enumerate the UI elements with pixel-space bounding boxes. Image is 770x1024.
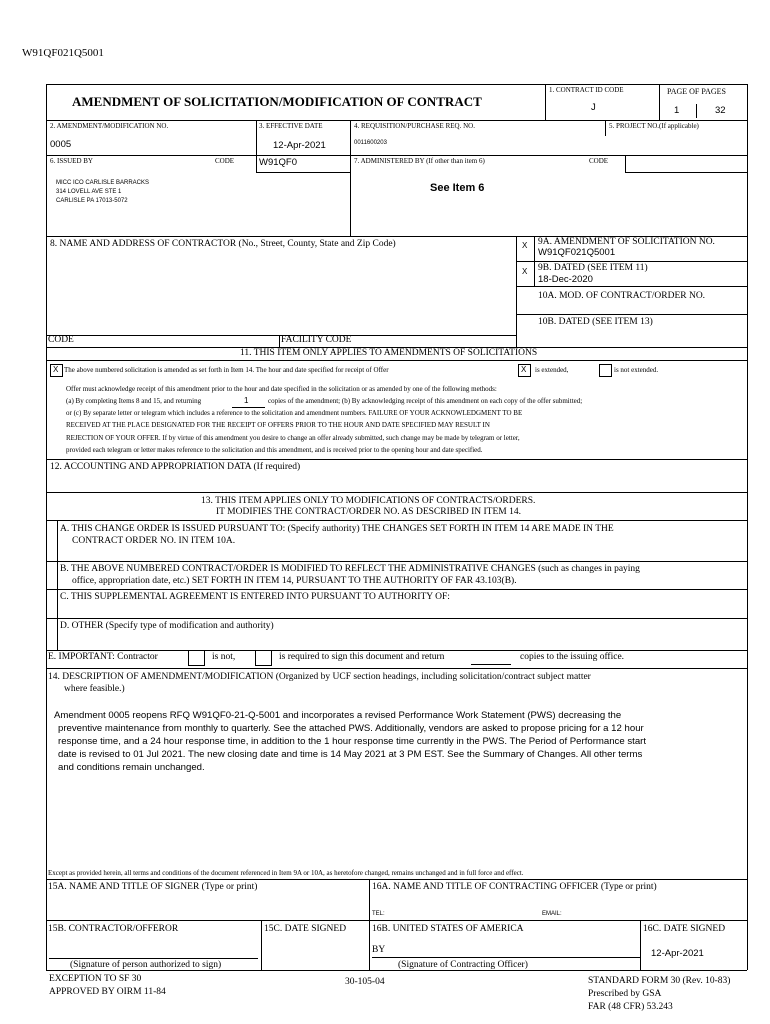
b13-d: D. OTHER (Specify type of modification and authority) (60, 621, 274, 631)
b14-body-1: preventive maintenance from monthly to quarterly. See the attached PWS. Additionally, vendors are asked to propose pricing for a 12 hour (58, 723, 644, 734)
b11-para-a2: copies of the amendment; (b) By acknowledging receipt of this amendment on each copy of the offer submitted; (268, 397, 583, 405)
b11-para-1: or (c) By separate letter or telegram which includes a reference to the solicitation and amendment numbers. FAILURE OF YOUR ACKNOWLEDGMENT TO BE (66, 409, 523, 417)
footer-right-1: STANDARD FORM 30 (Rev. 10-83) (588, 976, 731, 986)
b16c-label: 16C. DATE SIGNED (643, 924, 726, 934)
b12-label: 12. ACCOUNTING AND APPROPRIATION DATA (If required) (50, 462, 301, 472)
page-total: 32 (715, 105, 726, 116)
b11-title: 11. THIS ITEM ONLY APPLIES TO AMENDMENTS OF SOLICITATIONS (240, 348, 538, 358)
issued-by-code: W91QF0 (259, 157, 298, 168)
administered-by: See Item 6 (430, 182, 485, 194)
b14-body-2: response time, and a 24 hour response time, in addition to the 1 hour response time currently in the PWS. The Period of Performance start (58, 736, 647, 747)
b11-para-0: Offer must acknowledge receipt of this amendment prior to the hour and date specified in the solicitation or as amended by one of the following methods: (66, 385, 497, 393)
bE-label: E. IMPORTANT: Contractor (48, 652, 158, 662)
b7-code-label: CODE (589, 157, 609, 165)
bE-is-not: is not, (212, 652, 236, 662)
b15c-label: 15C. DATE SIGNED (264, 924, 347, 934)
b4-label: 4. REQUISITION/PURCHASE REQ. NO. (354, 122, 475, 130)
b11-line1: The above numbered solicitation is amended as set forth in Item 14. The hour and date specified for receipt of Offer (64, 366, 389, 374)
b13-c: C. THIS SUPPLEMENTAL AGREEMENT IS ENTERED INTO PURSUANT TO AUTHORITY OF: (60, 592, 450, 602)
footer-right-3: FAR (48 CFR) 53.243 (588, 1002, 673, 1012)
footer-center: 30-105-04 (345, 977, 385, 987)
9a-check[interactable]: X (522, 241, 528, 250)
not-extended-checkbox[interactable] (599, 364, 612, 377)
b14-body-3: date is revised to 01 Jul 2021. The new closing date and time is 14 May 2021 at 3 PM EST. See the Summary of Changes. All other terms (58, 749, 643, 760)
requisition-no: 0011600203 (354, 140, 387, 146)
b16a-label: 16A. NAME AND TITLE OF CONTRACTING OFFICER (Type or print) (372, 882, 657, 892)
b16b-sig: (Signature of Contracting Officer) (398, 960, 528, 970)
b10a-label: 10A. MOD. OF CONTRACT/ORDER NO. (538, 291, 706, 301)
b13-b-line1: B. THE ABOVE NUMBERED CONTRACT/ORDER IS MODIFIED TO REFLECT THE ADMINISTRATIVE CHANGES (such as changes in paying (60, 564, 640, 574)
b13-title-2: IT MODIFIES THE CONTRACT/ORDER NO. AS DESCRIBED IN ITEM 14. (216, 507, 521, 517)
b14-footer: Except as provided herein, all terms and conditions of the document referenced in Item 9A or 10A, as heretofore changed, remains unchanged and in full force and effect. (48, 869, 524, 877)
b5-label: 5. PROJECT NO.(If applicable) (609, 122, 699, 130)
b2-label: 2. AMENDMENT/MODIFICATION NO. (50, 122, 169, 130)
is-required-checkbox[interactable] (255, 650, 272, 666)
facility-code-label: FACILITY CODE (281, 335, 352, 345)
b9b-label: 9B. DATED (SEE ITEM 11) (538, 263, 648, 273)
footer-left-1: EXCEPTION TO SF 30 (49, 974, 142, 984)
solicitation-no: W91QF021Q5001 (538, 247, 616, 258)
pages-label: PAGE OF PAGES (667, 87, 726, 96)
b13-a-line1: A. THIS CHANGE ORDER IS ISSUED PURSUANT TO: (Specify authority) THE CHANGES SET FORTH IN ITEM 14 ARE MADE IN THE (60, 524, 614, 534)
extended-text: is extended, (535, 366, 569, 374)
b9a-label: 9A. AMENDMENT OF SOLICITATION NO. (538, 237, 715, 247)
b6-label: 6. ISSUED BY (50, 157, 93, 165)
b3-label: 3. EFFECTIVE DATE (259, 122, 323, 130)
issued-by-address-2: 314 LOVELL AVE STE 1 (56, 189, 122, 195)
b15a-label: 15A. NAME AND TITLE OF SIGNER (Type or print) (48, 882, 258, 892)
form-title: AMENDMENT OF SOLICITATION/MODIFICATION OF CONTRACT (72, 94, 482, 109)
footer-left-2: APPROVED BY OIRM 11-84 (49, 987, 166, 997)
not-extended-text: is not extended. (614, 366, 659, 374)
issued-by-address-3: CARLISLE PA 17013-5072 (56, 198, 128, 204)
b11-para-3: REJECTION OF YOUR OFFER. If by virtue of this amendment you desire to change an offer already submitted, such change may be made by telegram or letter, (66, 434, 520, 442)
copies-returned: 1 (244, 396, 249, 405)
b14-label-2: where feasible.) (64, 684, 125, 694)
b11-check-mark-2: X (521, 365, 527, 374)
b10b-label: 10B. DATED (SEE ITEM 13) (538, 317, 653, 327)
is-not-checkbox[interactable] (188, 650, 205, 666)
b8-label: 8. NAME AND ADDRESS OF CONTRACTOR (No., Street, County, State and Zip Code) (50, 239, 396, 249)
9b-check[interactable]: X (522, 267, 528, 276)
footer-right-2: Prescribed by GSA (588, 989, 662, 999)
b6-code-label: CODE (215, 157, 235, 165)
b13-a-line2: CONTRACT ORDER NO. IN ITEM 10A. (72, 536, 236, 546)
bE-copies: copies to the issuing office. (520, 652, 625, 662)
dated-9b: 18-Dec-2020 (538, 274, 593, 285)
b14-label-1: 14. DESCRIPTION OF AMENDMENT/MODIFICATION (Organized by UCF section headings, including solicitation/contract subject matter (48, 672, 591, 682)
b11-check-mark-1: X (53, 365, 59, 374)
code-label: CODE (48, 335, 74, 345)
b11-para-a1: (a) By completing Items 8 and 15, and returning (66, 397, 202, 405)
issued-by-address-1: MICC ICO CARLISLE BARRACKS (56, 180, 150, 186)
b16b-label: 16B. UNITED STATES OF AMERICA (372, 924, 524, 934)
bE-is-required: is required to sign this document and return (279, 652, 445, 662)
amendment-no: 0005 (50, 139, 72, 150)
b14-body-4: and conditions remain unchanged. (58, 762, 205, 773)
b15b-sig: (Signature of person authorized to sign) (70, 960, 222, 970)
b7-label: 7. ADMINISTERED BY (If other than item 6) (354, 157, 485, 165)
b16b-by: BY (372, 945, 386, 955)
effective-date: 12-Apr-2021 (273, 140, 326, 151)
b16a-tel: TEL: (372, 911, 385, 917)
page-number: 1 (674, 105, 680, 116)
b13-b-line2: office, appropriation date, etc.) SET FORTH IN ITEM 14, PURSUANT TO THE AUTHORITY OF FAR 43.103(B). (72, 576, 517, 586)
b14-body-0: Amendment 0005 reopens RFQ W91QF0-21-Q-5001 and incorporates a revised Performance Work Statement (PWS) decreasing the (54, 710, 622, 721)
date-signed-16c: 12-Apr-2021 (651, 948, 704, 959)
b11-para-2: RECEIVED AT THE PLACE DESIGNATED FOR THE RECEIPT OF OFFERS PRIOR TO THE HOUR AND DATE SPECIFIED MAY RESULT IN (66, 421, 490, 429)
b13-title-1: 13. THIS ITEM APPLIES ONLY TO MODIFICATIONS OF CONTRACTS/ORDERS. (201, 496, 536, 506)
contract-id-code: J (591, 102, 596, 113)
b11-para-4: provided each telegram or letter makes reference to the solicitation and this amendment, and is received prior to the opening hour and date specified. (66, 446, 483, 454)
b16a-email: EMAIL: (542, 911, 562, 917)
solicitation-header: W91QF021Q5001 (22, 47, 104, 59)
b15b-label: 15B. CONTRACTOR/OFFEROR (48, 924, 179, 934)
b1-label: 1. CONTRACT ID CODE (549, 86, 624, 94)
